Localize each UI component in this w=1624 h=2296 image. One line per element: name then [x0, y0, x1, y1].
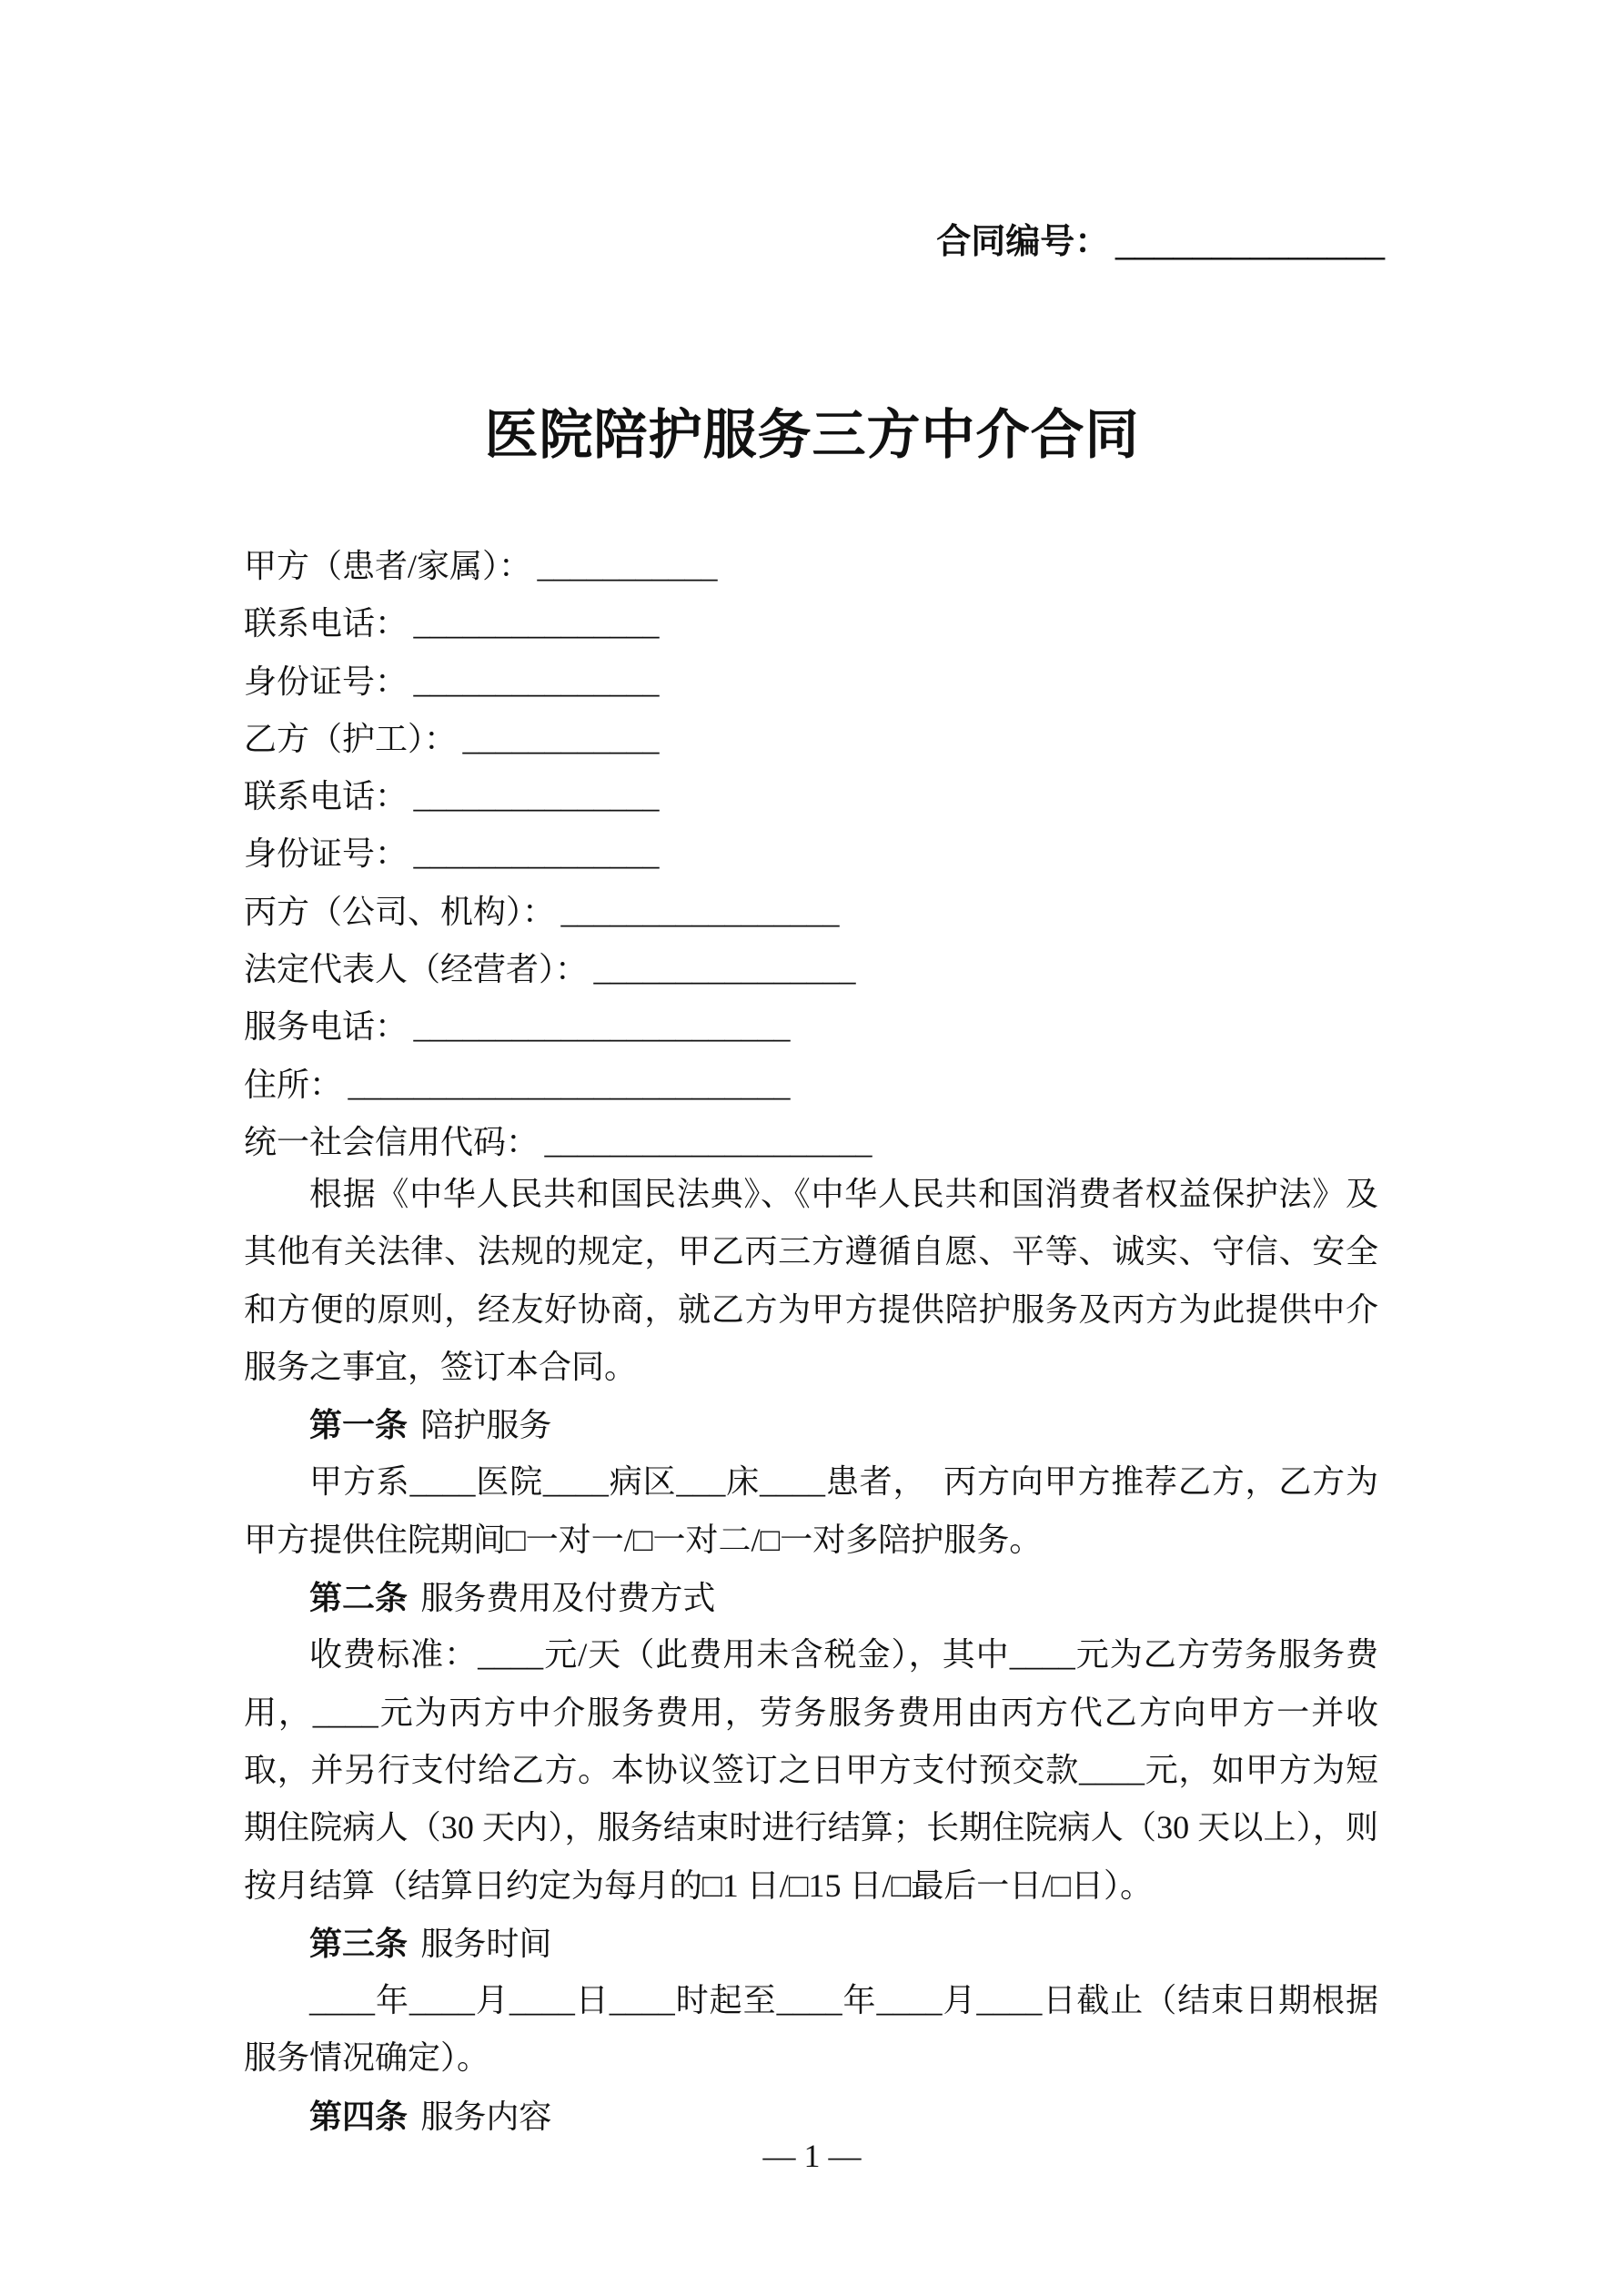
article-2-body: 收费标准：____元/天（此费用未含税金），其中____元为乙方劳务服务费用，____元为丙方中介服务费用，劳务服务费用由丙方代乙方向甲方一并收取，并另行支付给乙方。本协议签订之日甲方支付预交款____元，如甲方为短期住院病人（30 天内），服务结束时进行结算；长期住院病人（30 天以上），则按月结算（结算日约定为每月的□1 日/□15 日/□最后一日/□日）。 — [244, 1636, 1378, 1904]
article-2-number: 第二条 — [309, 1579, 409, 1617]
article-1-title: 陪护服务 — [420, 1406, 552, 1444]
page-number: — 1 — — [762, 2138, 862, 2174]
field-blank: _________________ — [560, 893, 840, 930]
field-address — [244, 1057, 1378, 1114]
contract-number-blank: ______________ — [1115, 223, 1385, 261]
field-blank: _______________ — [413, 778, 660, 815]
article-3-title: 服务时间 — [420, 1924, 552, 1962]
field-party-b — [244, 711, 1378, 768]
field-label: 服务电话： — [244, 1008, 409, 1046]
field-blank: ___________________________ — [348, 1066, 791, 1103]
contract-number-label: 合同编号： — [936, 223, 1110, 261]
article-3-heading — [244, 1915, 1378, 1972]
field-label: 统一社会信用代码： — [244, 1123, 540, 1160]
field-label: 身份证号： — [244, 835, 409, 873]
article-2-title: 服务费用及付费方式 — [420, 1579, 716, 1617]
field-legal-representative — [244, 941, 1378, 998]
field-label: 乙方（护工）： — [244, 720, 458, 757]
field-label: 联系电话： — [244, 605, 409, 642]
document-title: 医院陪护服务三方中介合同 — [484, 405, 1140, 465]
field-label: 丙方（公司、机构）： — [244, 893, 556, 930]
field-phone-b — [244, 768, 1378, 825]
field-blank: ____________________ — [544, 1123, 873, 1160]
article-2-heading — [244, 1569, 1378, 1626]
field-blank: ________________ — [593, 951, 856, 988]
article-1-heading — [244, 1396, 1378, 1453]
field-party-a — [244, 538, 1378, 595]
field-blank: _______________ — [413, 835, 660, 873]
article-1-body: 甲方系____医院____病区___床____患者， 丙方向甲方推荐乙方，乙方为甲方提供住院期间□一对一/□一对二/□一对多陪护服务。 — [244, 1463, 1378, 1558]
article-1-number: 第一条 — [309, 1406, 409, 1444]
field-label: 甲方（患者/家属）： — [244, 548, 532, 584]
field-label: 身份证号： — [244, 663, 409, 700]
field-label: 联系电话： — [244, 778, 409, 815]
field-id-b — [244, 825, 1378, 883]
article-4-number: 第四条 — [309, 2097, 409, 2135]
party-info-fields — [244, 538, 1378, 1171]
field-blank: _______________ — [413, 605, 660, 642]
field-service-phone — [244, 998, 1378, 1056]
article-3-body: ____年____月____日____时起至____年____月____日截止（结束日期根据服务情况确定）。 — [244, 1982, 1378, 2077]
field-id-a — [244, 653, 1378, 711]
contract-body — [244, 1166, 1378, 2145]
field-blank: ____________ — [462, 720, 660, 757]
article-3-number: 第三条 — [309, 1924, 409, 1962]
field-party-c — [244, 884, 1378, 941]
field-label: 法定代表人（经营者）： — [244, 951, 589, 988]
field-phone-a — [244, 595, 1378, 652]
field-blank: _______________________ — [413, 1008, 791, 1046]
field-blank: _______________ — [413, 663, 660, 700]
intro-paragraph: 根据《中华人民共和国民法典》、《中华人民共和国消费者权益保护法》及其他有关法律、法规的规定，甲乙丙三方遵循自愿、平等、诚实、守信、安全和方便的原则，经友好协商，就乙方为甲方提供陪护服务及丙方为此提供中介服务之事宜，签订本合同。 — [244, 1176, 1378, 1385]
field-blank: ___________ — [537, 548, 718, 584]
article-4-title: 服务内容 — [420, 2097, 552, 2135]
field-credit-code — [244, 1114, 1378, 1171]
field-label: 住所： — [244, 1066, 343, 1103]
contract-number-row — [936, 218, 1385, 266]
